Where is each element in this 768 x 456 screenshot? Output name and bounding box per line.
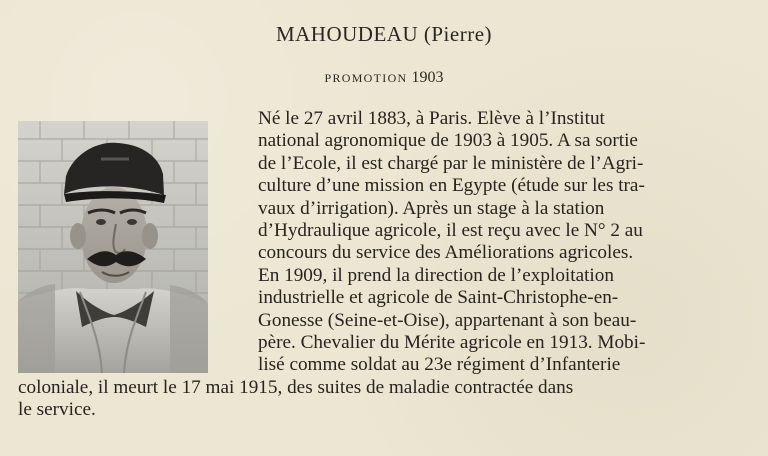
paragraph-line-1: Né le 27 avril 1883, à Paris. Elève à l’Institut bbox=[258, 108, 605, 129]
paragraph-line-5: vaux d’irrigation). Après un stage à la station bbox=[258, 197, 605, 219]
biography-text bbox=[18, 108, 748, 422]
paragraph-line-4: culture d’une mission en Egypte (étude sur les tra- bbox=[258, 175, 645, 197]
paragraph-line-10: Gonesse (Seine-et-Oise), appartenant à son beau- bbox=[258, 309, 637, 331]
paragraph-line-9: industrielle et agricole de Saint-Christophe-en- bbox=[258, 287, 619, 309]
paragraph-line-8: En 1909, il prend la direction de l’exploitation bbox=[258, 264, 614, 286]
promotion-label: PROMOTION bbox=[324, 71, 408, 85]
promotion-line bbox=[0, 70, 768, 86]
paragraph-line-7: concours du service des Améliorations agricoles. bbox=[258, 242, 634, 264]
paragraph-line-6: d’Hydraulique agricole, il est reçu avec le N° 2 au bbox=[258, 220, 643, 242]
promotion-year: 1903 bbox=[411, 69, 444, 86]
paragraph-line-13: coloniale, il meurt le 17 mai 1915, des suites de maladie contractée dans bbox=[18, 376, 574, 398]
paragraph-line-2: national agronomique de 1903 à 1905. A sa sortie bbox=[258, 130, 638, 152]
paragraph-line-11: père. Chevalier du Mérite agricole en 1913. Mobi- bbox=[258, 332, 646, 354]
paragraph-line-14: le service. bbox=[18, 399, 96, 421]
page-title: MAHOUDEAU (Pierre) bbox=[275, 22, 493, 46]
paragraph-line-12: lisé comme soldat au 23e régiment d’Infanterie bbox=[258, 354, 621, 376]
paragraph-line-3: de l’Ecole, il est chargé par le ministère de l’Agri- bbox=[258, 152, 644, 174]
